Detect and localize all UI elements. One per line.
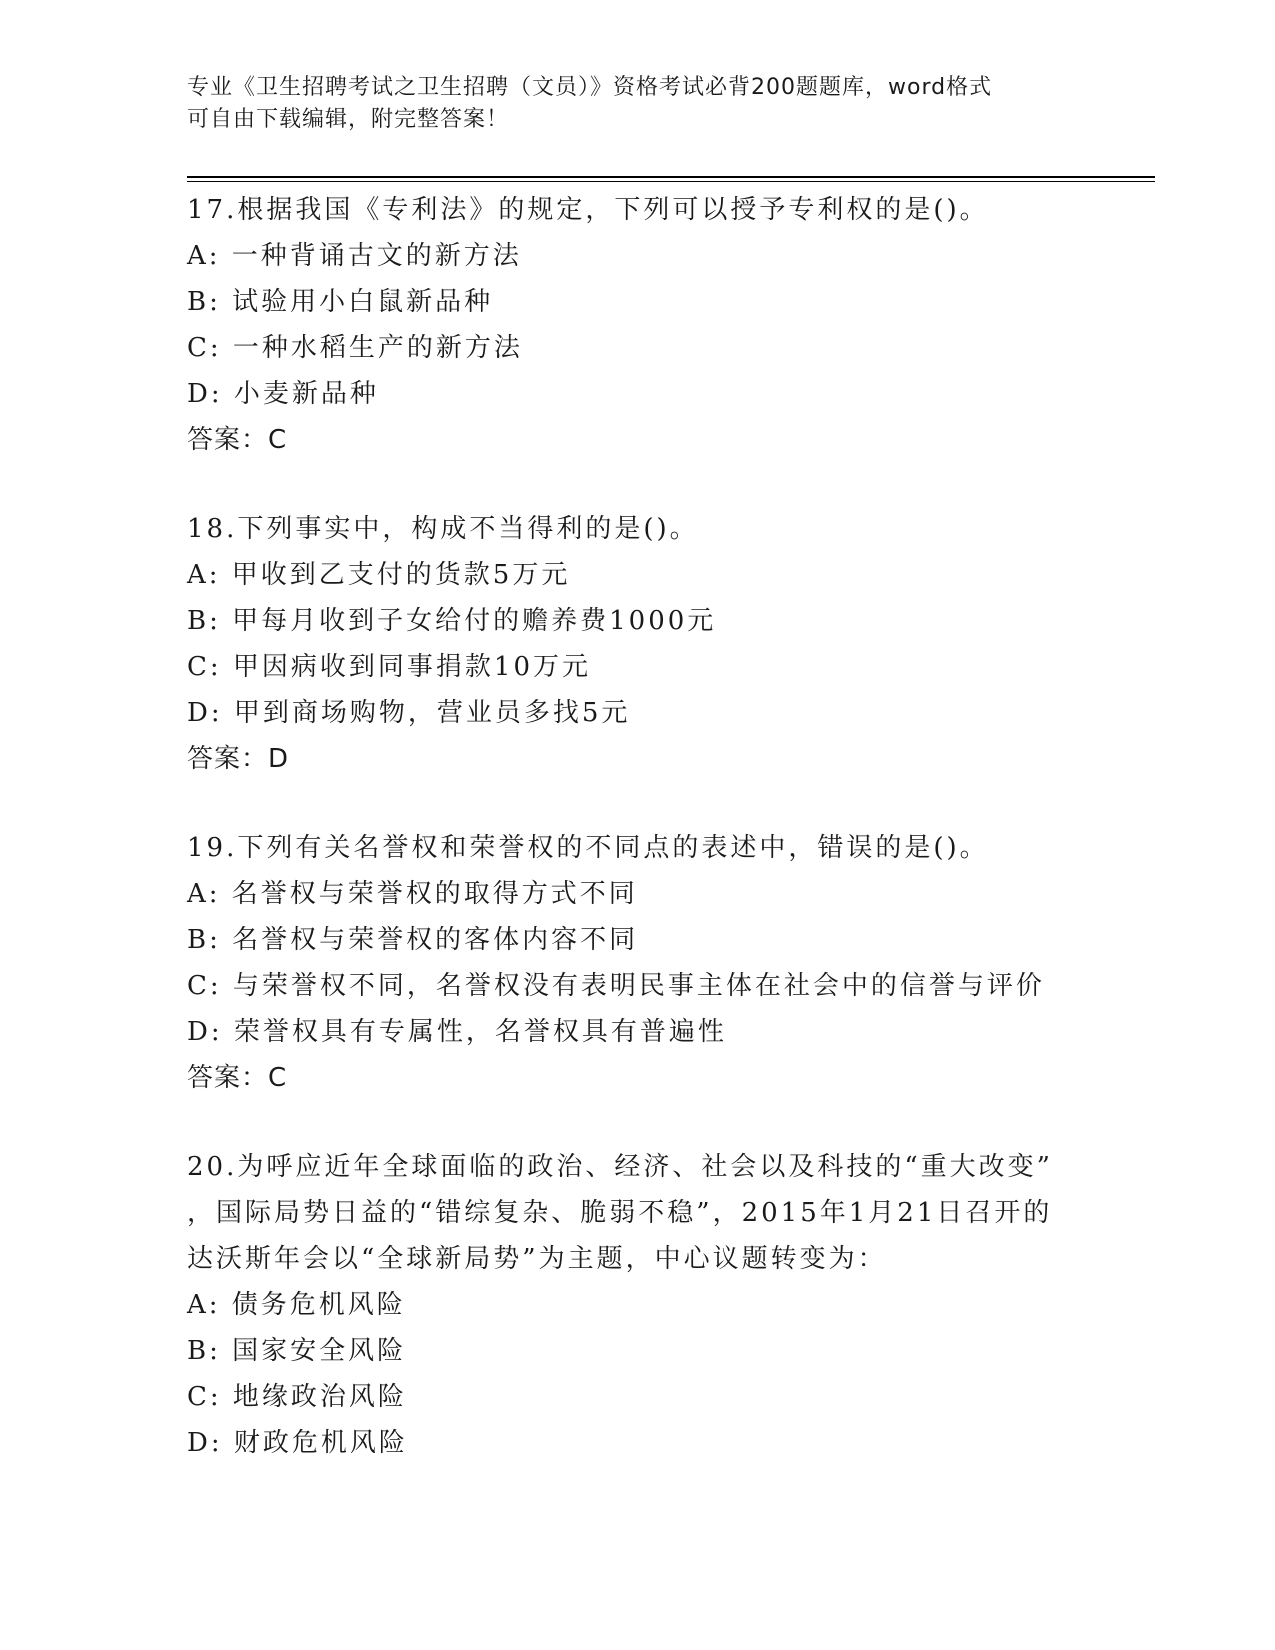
option-c: C: 甲因病收到同事捐款10万元 [187,652,592,682]
option-c: C: 一种水稻生产的新方法 [187,333,523,363]
option-c: C: 与荣誉权不同，名誉权没有表明民事主体在社会中的信誉与评价 [187,971,1045,1001]
question-stem: 19.下列有关名誉权和荣誉权的不同点的表述中，错误的是()。 [187,833,989,863]
option-a: A: 一种背诵古文的新方法 [187,241,522,271]
header-title-line-1: 专业《卫生招聘考试之卫生招聘（文员）》资格考试必背200题题库，word格式 [187,75,993,100]
answer-label: 答案：C [187,1063,288,1093]
option-a: A: 债务危机风险 [187,1290,406,1320]
option-d: D: 财政危机风险 [187,1428,408,1458]
header-divider-thin [187,181,1155,182]
question-block [187,825,1087,1101]
option-d: D: 甲到商场购物，营业员多找5元 [187,698,631,728]
option-b: B: 甲每月收到子女给付的赡养费1000元 [187,606,717,636]
option-d: D: 荣誉权具有专属性，名誉权具有普遍性 [187,1017,727,1047]
question-list [187,187,1087,1466]
question-block [187,1144,1087,1466]
option-d: D: 小麦新品种 [187,379,379,409]
option-a: A: 名誉权与荣誉权的取得方式不同 [187,879,638,909]
question-block [187,506,1087,782]
header-title-line-2: 可自由下载编辑，附完整答案！ [187,107,510,132]
answer-label: 答案：C [187,425,288,455]
question-stem-line-1: 20.为呼应近年全球面临的政治、经济、社会以及科技的“重大改变” [187,1152,1053,1182]
answer-label: 答案：D [187,744,290,774]
question-stem-line-2: ，国际局势日益的“错综复杂、脆弱不稳”，2015年1月21日召开的 [187,1198,1053,1228]
question-stem: 17.根据我国《专利法》的规定，下列可以授予专利权的是()。 [187,195,989,225]
question-stem-line-3: 达沃斯年会以“全球新局势”为主题，中心议题转变为： [187,1244,887,1274]
option-c: C: 地缘政治风险 [187,1382,407,1412]
header-divider-thick [187,176,1155,178]
question-stem: 18.下列事实中，构成不当得利的是()。 [187,514,699,544]
question-block [187,187,1087,463]
option-a: A: 甲收到乙支付的货款5万元 [187,560,571,590]
document-header [187,72,1087,136]
option-b: B: 名誉权与荣誉权的客体内容不同 [187,925,639,955]
option-b: B: 国家安全风险 [187,1336,407,1366]
option-b: B: 试验用小白鼠新品种 [187,287,494,317]
